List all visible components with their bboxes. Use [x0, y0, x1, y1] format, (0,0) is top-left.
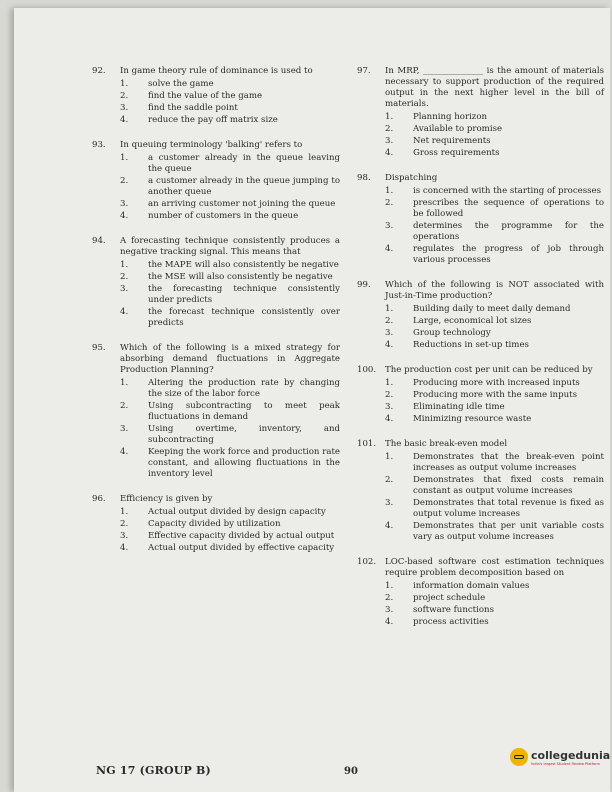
option — [120, 401, 340, 423]
option — [120, 199, 340, 210]
option — [120, 424, 340, 446]
right-column — [357, 66, 604, 642]
option-text: Producing more with the same inputs — [413, 390, 577, 400]
option-text: software functions — [413, 605, 495, 615]
option — [120, 211, 340, 222]
option — [385, 340, 604, 351]
option-text: Demonstrates that the break-even point increases as output volume increases — [413, 452, 604, 473]
question-94 — [92, 236, 340, 329]
option-number: 1. — [120, 79, 129, 89]
option — [385, 593, 604, 604]
question-99 — [357, 280, 604, 351]
question-98 — [357, 173, 604, 266]
question-number: 100. — [357, 365, 377, 375]
option — [120, 115, 340, 126]
option-text: a customer already in the queue leaving the queue — [148, 153, 340, 174]
question-100 — [357, 365, 604, 425]
option — [385, 390, 604, 401]
option-number: 1. — [120, 378, 129, 388]
collegedunia-logo-icon — [510, 748, 528, 766]
option — [385, 581, 604, 592]
question-text: Efficiency is given by — [120, 494, 213, 504]
option-number: 2. — [385, 124, 394, 134]
option-number: 4. — [385, 414, 394, 424]
option-text: Actual output divided by effective capacity — [148, 543, 335, 553]
option-text: Effective capacity divided by actual output — [148, 531, 335, 541]
option-text: Keeping the work force and production rate constant, and allowing fluctuations in the inventory level — [148, 447, 340, 479]
option-text: find the value of the game — [148, 91, 263, 101]
option — [385, 136, 604, 147]
option-text: Demonstrates that per unit variable costs vary as output volume increases — [413, 521, 604, 542]
option-text: Using overtime, inventory, and subcontracting — [148, 424, 340, 445]
option — [120, 103, 340, 114]
option-number: 3. — [120, 424, 129, 434]
question-number: 97. — [357, 66, 371, 76]
option-text: a customer already in the queue jumping to another queue — [148, 176, 340, 197]
option — [385, 521, 604, 543]
option-text: reduce the pay off matrix size — [148, 115, 278, 125]
option — [120, 91, 340, 102]
option-number: 4. — [385, 340, 394, 350]
option — [385, 221, 604, 243]
watermark-brand: collegedunia — [531, 748, 611, 762]
option-number: 3. — [385, 221, 394, 231]
question-101 — [357, 439, 604, 543]
option-number: 3. — [120, 103, 129, 113]
option — [120, 543, 340, 554]
option-number: 3. — [385, 328, 394, 338]
question-text: The production cost per unit can be reduced by — [385, 365, 593, 375]
option-text: regulates the progress of job through various processes — [413, 244, 604, 265]
option-number: 3. — [385, 498, 394, 508]
question-text: The basic break-even model — [385, 439, 508, 449]
option-text: the forecasting technique consistently under predicts — [148, 284, 340, 305]
option-number: 2. — [120, 176, 129, 186]
option-text: Producing more with increased inputs — [413, 378, 580, 388]
option-number: 1. — [385, 112, 394, 122]
option-text: the MSE will also consistently be negative — [148, 272, 333, 282]
question-text: Which of the following is a mixed strategy for absorbing demand fluctuations in Aggregate Production Planning? — [120, 343, 340, 375]
option — [385, 186, 604, 197]
option-number: 1. — [385, 186, 394, 196]
option-text: Capacity divided by utilization — [148, 519, 281, 529]
option-text: Planning horizon — [413, 112, 488, 122]
option-text: Using subcontracting to meet peak fluctuations in demand — [148, 401, 340, 422]
question-text: A forecasting technique consistently produces a negative tracking signal. This means that — [120, 236, 340, 257]
option-number: 1. — [385, 378, 394, 388]
option-number: 4. — [385, 244, 394, 254]
option-text: Net requirements — [413, 136, 491, 146]
option — [385, 316, 604, 327]
question-number: 98. — [357, 173, 371, 183]
option-number: 2. — [385, 198, 394, 208]
option-number: 3. — [120, 531, 129, 541]
question-text: Which of the following is NOT associated with Just-in-Time production? — [385, 280, 604, 301]
option-text: the forecast technique consistently over predicts — [148, 307, 340, 328]
option — [120, 307, 340, 329]
option-text: the MAPE will also consistently be negative — [148, 260, 339, 270]
option — [385, 617, 604, 628]
option-number: 4. — [120, 211, 129, 221]
option-number: 2. — [385, 593, 394, 603]
option — [385, 498, 604, 520]
option — [385, 402, 604, 413]
option — [120, 153, 340, 175]
option-number: 4. — [120, 543, 129, 553]
option-number: 1. — [120, 153, 129, 163]
option-number: 3. — [120, 284, 129, 294]
question-number: 94. — [92, 236, 106, 246]
question-92 — [92, 66, 340, 126]
question-text: Dispatching — [385, 173, 438, 183]
collegedunia-watermark — [510, 748, 610, 766]
option-number: 1. — [120, 507, 129, 517]
option — [385, 304, 604, 315]
question-number: 93. — [92, 140, 106, 150]
question-number: 92. — [92, 66, 106, 76]
question-text: In game theory rule of dominance is used to — [120, 66, 313, 76]
question-97 — [357, 66, 604, 159]
option — [120, 447, 340, 480]
option — [120, 79, 340, 90]
option-text: Eliminating idle time — [413, 402, 505, 412]
option — [385, 124, 604, 135]
option-text: find the saddle point — [148, 103, 238, 113]
option — [385, 198, 604, 220]
option-text: Reductions in set-up times — [413, 340, 529, 350]
option — [120, 260, 340, 271]
option — [120, 507, 340, 518]
question-text: In MRP, ______________ is the amount of materials necessary to support production of the required output in the next higher level in the bill of materials. — [385, 66, 604, 109]
question-number: 102. — [357, 557, 377, 567]
option — [120, 531, 340, 542]
option — [385, 148, 604, 159]
option-number: 1. — [120, 260, 129, 270]
option-text: Minimizing resource waste — [413, 414, 532, 424]
watermark-tagline: India's largest Student Review Platform — [531, 761, 600, 766]
option-text: Large, economical lot sizes — [413, 316, 532, 326]
option-text: is concerned with the starting of processes — [413, 186, 602, 196]
option-number: 2. — [120, 519, 129, 529]
option — [385, 414, 604, 425]
question-number: 95. — [92, 343, 106, 353]
option-number: 2. — [120, 91, 129, 101]
option-number: 4. — [385, 521, 394, 531]
option — [120, 284, 340, 306]
option — [120, 176, 340, 198]
option-text: process activities — [413, 617, 489, 627]
question-93 — [92, 140, 340, 222]
option-text: Available to promise — [413, 124, 503, 134]
left-column — [92, 66, 340, 568]
question-number: 101. — [357, 439, 377, 449]
option — [385, 605, 604, 616]
option-number: 3. — [385, 605, 394, 615]
option-number: 1. — [385, 452, 394, 462]
question-text: LOC-based software cost estimation techniques require problem decomposition based on — [385, 557, 604, 578]
option-text: an arriving customer not joining the queue — [148, 199, 336, 209]
question-paper-page — [14, 8, 610, 792]
paper-code: NG 17 (GROUP B) — [96, 764, 211, 777]
option-text: Gross requirements — [413, 148, 500, 158]
question-102 — [357, 557, 604, 628]
option-text: Actual output divided by design capacity — [148, 507, 326, 517]
option-number: 3. — [385, 136, 394, 146]
option-text: number of customers in the queue — [148, 211, 299, 221]
option — [120, 378, 340, 400]
option-number: 2. — [385, 390, 394, 400]
option — [120, 272, 340, 283]
option-number: 2. — [120, 401, 129, 411]
option — [385, 328, 604, 339]
option — [385, 112, 604, 123]
question-text: In queuing terminology 'balking' refers to — [120, 140, 303, 150]
option — [385, 378, 604, 389]
option-number: 4. — [385, 148, 394, 158]
option-number: 4. — [120, 447, 129, 457]
option — [385, 244, 604, 266]
option-number: 3. — [120, 199, 129, 209]
option — [385, 475, 604, 497]
option-number: 1. — [385, 581, 394, 591]
option-text: determines the programme for the operations — [413, 221, 604, 242]
option-number: 4. — [120, 307, 129, 317]
option-number: 1. — [385, 304, 394, 314]
question-95 — [92, 343, 340, 480]
option-number: 4. — [120, 115, 129, 125]
option — [385, 452, 604, 474]
option-text: prescribes the sequence of operations to be followed — [413, 198, 604, 219]
option-number: 4. — [385, 617, 394, 627]
question-96 — [92, 494, 340, 554]
option-number: 2. — [385, 475, 394, 485]
option-text: Demonstrates that fixed costs remain constant as output volume increases — [413, 475, 604, 496]
option-text: solve the game — [148, 79, 214, 89]
option-number: 3. — [385, 402, 394, 412]
question-number: 96. — [92, 494, 106, 504]
question-number: 99. — [357, 280, 371, 290]
option-text: information domain values — [413, 581, 530, 591]
page-number: 90 — [344, 766, 358, 777]
option — [120, 519, 340, 530]
option-text: Group technology — [413, 328, 491, 338]
option-text: Altering the production rate by changing the size of the labor force — [148, 378, 340, 399]
option-text: project schedule — [413, 593, 486, 603]
option-number: 2. — [385, 316, 394, 326]
option-text: Demonstrates that total revenue is fixed as output volume increases — [413, 498, 604, 519]
option-text: Building daily to meet daily demand — [413, 304, 571, 314]
option-number: 2. — [120, 272, 129, 282]
